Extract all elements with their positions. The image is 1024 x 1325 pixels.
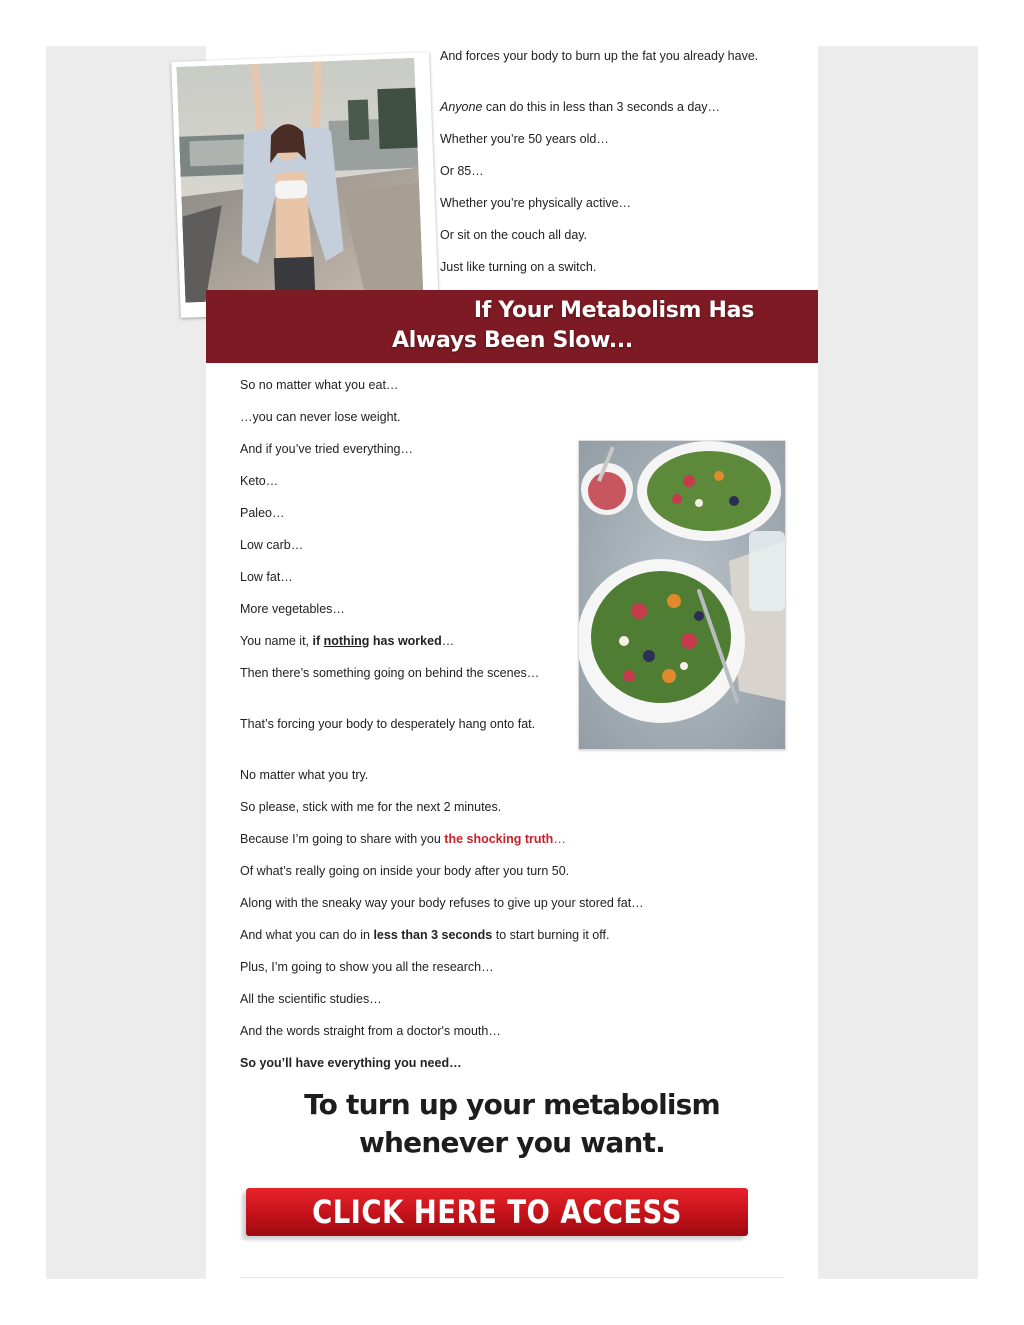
body-paragraph-8: More vegetables…: [240, 602, 345, 616]
salad-photo-image: [579, 441, 785, 749]
banner-heading: If Your Metabolism Has Always Been Slow...: [392, 298, 754, 353]
body-paragraph-19: All the scientific studies…: [240, 992, 382, 1006]
intro-paragraph-7: Just like turning on a switch.: [440, 260, 597, 274]
footer-divider: [240, 1277, 784, 1278]
body-paragraph-5: Paleo…: [240, 506, 285, 520]
intro-paragraph-1: And forces your body to burn up the fat you already have.: [440, 49, 759, 63]
intro-paragraph-5: Whether you’re physically active…: [440, 196, 632, 210]
body-paragraph-20: And the words straight from a doctor's mouth…: [240, 1024, 501, 1038]
salad-photo: [578, 440, 786, 750]
body-paragraph-9: You name it, if nothing has worked…: [240, 634, 455, 648]
intro-paragraph-2: Anyone can do this in less than 3 seconds a day…: [440, 100, 721, 114]
metabolism-heading: To turn up your metabolism whenever you want.: [304, 1088, 720, 1159]
body-paragraph-21: So you’ll have everything you need…: [240, 1056, 462, 1070]
body-paragraph-13: So please, stick with me for the next 2 minutes.: [240, 800, 502, 814]
body-paragraph-11: That’s forcing your body to desperately hang onto fat.: [240, 717, 536, 731]
body-paragraph-10: Then there’s something going on behind the scenes…: [240, 666, 540, 680]
body-paragraph-14: Because I’m going to share with you the shocking truth…: [240, 832, 566, 846]
body-paragraph-1: So no matter what you eat…: [240, 378, 399, 392]
intro-paragraph-3: Whether you’re 50 years old…: [440, 132, 609, 146]
intro-paragraph-4: Or 85…: [440, 164, 484, 178]
cta-label: CLICK HERE TO ACCESS: [312, 1193, 682, 1231]
body-paragraph-4: Keto…: [240, 474, 279, 488]
body-paragraph-2: …you can never lose weight.: [240, 410, 401, 424]
intro-paragraph-6: Or sit on the couch all day.: [440, 228, 588, 242]
body-paragraph-16: Along with the sneaky way your body refuses to give up your stored fat…: [240, 896, 644, 910]
click-here-to-access-button[interactable]: [246, 1188, 748, 1236]
body-paragraph-6: Low carb…: [240, 538, 304, 552]
body-paragraph-18: Plus, I’m going to show you all the research…: [240, 960, 494, 974]
woman-photo-image: [176, 58, 423, 303]
body-paragraph-12: No matter what you try.: [240, 768, 369, 782]
body-paragraph-3: And if you’ve tried everything…: [240, 442, 414, 456]
body-paragraph-7: Low fat…: [240, 570, 293, 584]
woman-stretching-photo: [171, 52, 439, 318]
body-paragraph-15: Of what’s really going on inside your body after you turn 50.: [240, 864, 570, 878]
body-paragraph-17: And what you can do in less than 3 seconds to start burning it off.: [240, 928, 610, 942]
